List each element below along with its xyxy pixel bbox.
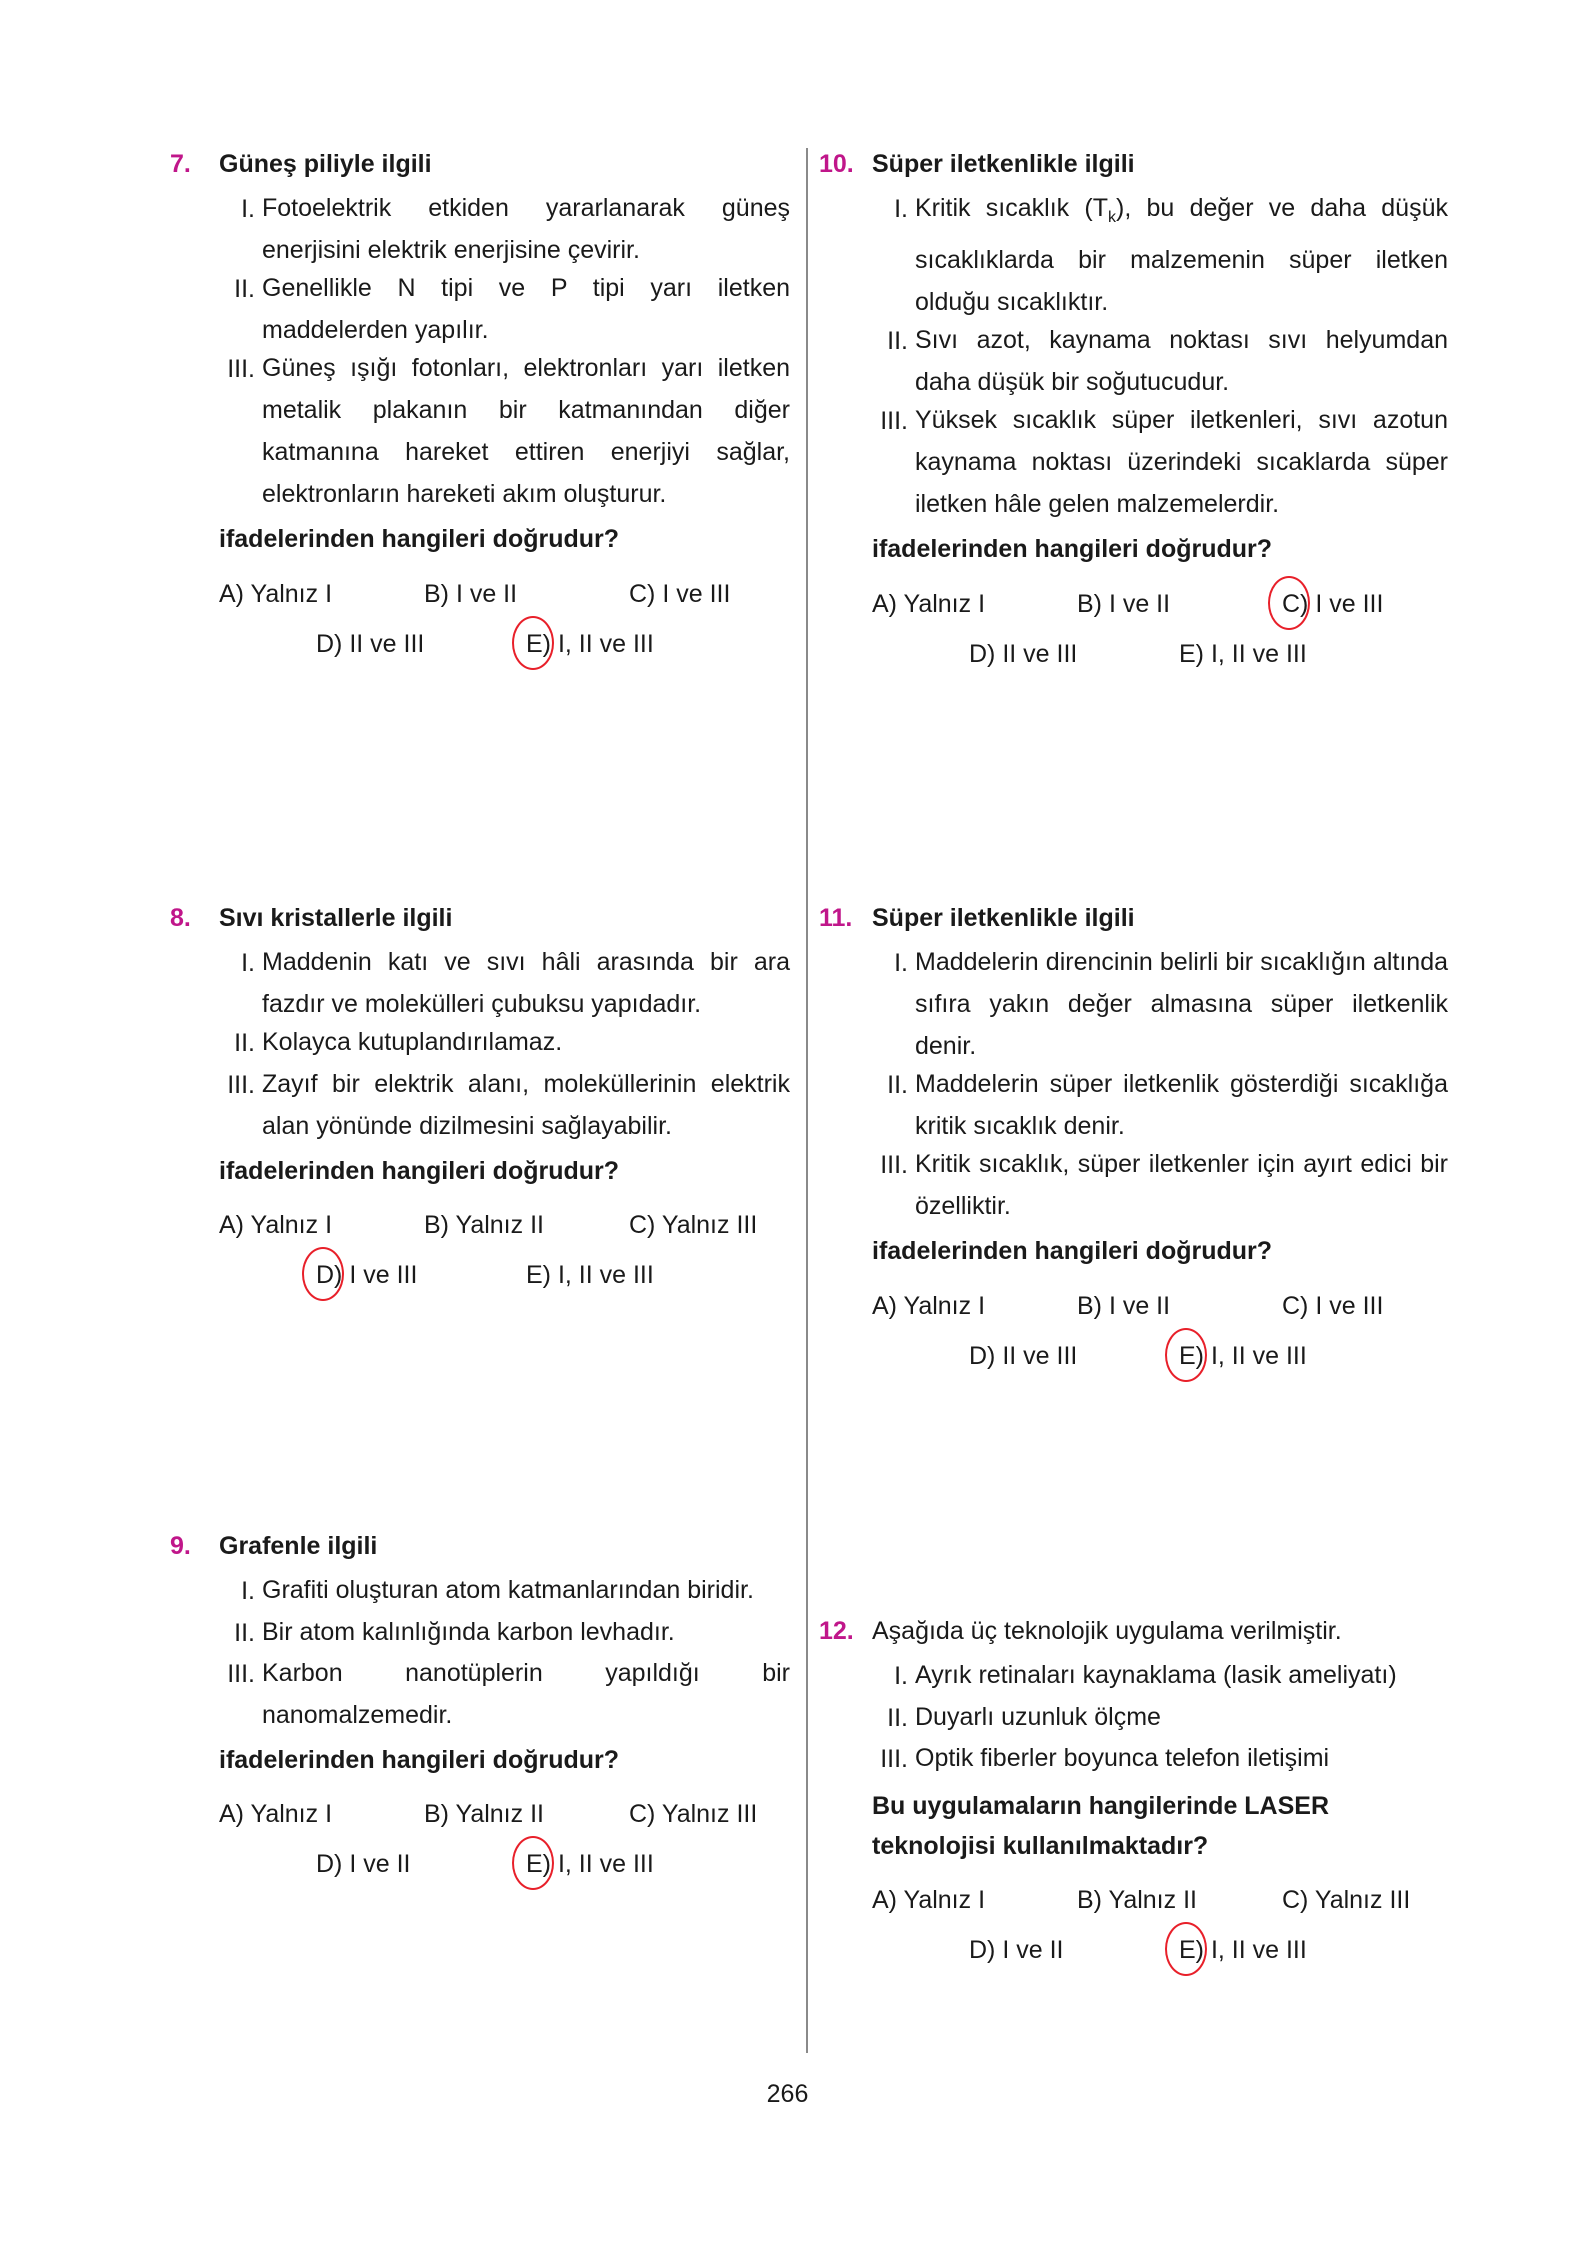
option-d[interactable]: D) II ve III	[969, 1341, 1078, 1370]
question-title: Aşağıda üç teknolojik uygulama verilmiştir.	[872, 1617, 1342, 1645]
question-title: Süper iletkenlikle ilgili	[872, 150, 1135, 178]
option-b[interactable]: B) Yalnız II	[1077, 1886, 1197, 1915]
option-d-marked[interactable]: D) I ve III	[316, 1261, 526, 1290]
statement-1: I. Maddelerin direncinin belirli bir sıcaklığın altında sıfıra yakın değer almasına süper iletkenlik denir.	[894, 948, 1448, 1061]
question-title: Süper iletkenlikle ilgili	[872, 904, 1135, 932]
question-prompt: ifadelerinden hangileri doğrudur?	[219, 1156, 620, 1185]
option-e-marked[interactable]: E) I, II ve III	[526, 630, 654, 659]
statement-1: I. Grafiti oluşturan atom katmanlarından biridir.	[241, 1576, 754, 1606]
option-e-marked[interactable]: E) I, II ve III	[1179, 1342, 1307, 1371]
question-12	[819, 1617, 1448, 1976]
statement-2: II. Kolayca kutuplandırılamaz.	[234, 1028, 563, 1058]
option-b[interactable]: B) Yalnız II	[424, 1210, 544, 1239]
question-number: 9.	[170, 1532, 191, 1560]
column-divider	[806, 148, 808, 2053]
question-11	[819, 904, 1448, 1381]
statement-1: I. Fotoelektrik etkiden yararlanarak güneş enerjisini elektrik enerjisine çevirir.	[241, 194, 790, 265]
option-d[interactable]: D) I ve II	[316, 1850, 411, 1879]
statement-2: II. Bir atom kalınlığında karbon levhadır.	[234, 1617, 675, 1647]
statement-3: III. Güneş ışığı fotonları, elektronları yarı iletken metalik plakanın bir katmanından diğer katmanına hareket ettiren enerjiyi sağlar, elektronların hareketi akım oluşturur.	[227, 354, 790, 509]
subscript-k: k	[1108, 209, 1116, 227]
question-8	[170, 904, 790, 1301]
question-prompt: ifadelerinden hangileri doğrudur?	[219, 1745, 620, 1774]
option-a[interactable]: A) Yalnız I	[872, 589, 986, 618]
statement-3: III. Yüksek sıcaklık süper iletkenleri, sıvı azotun kaynama noktası üzerindeki sıcaklarda süper iletken hâle gelen malzemelerdir.	[880, 406, 1448, 519]
option-a[interactable]: A) Yalnız I	[219, 1210, 333, 1239]
option-d[interactable]: D) II ve III	[316, 629, 425, 658]
answer-circle-mark	[512, 616, 554, 670]
statement-3: III. Kritik sıcaklık, süper iletkenler için ayırt edici bir özelliktir.	[880, 1150, 1448, 1221]
statement-3: III. Zayıf bir elektrik alanı, moleküllerinin elektrik alan yönünde dizilmesini sağlayabilir.	[227, 1069, 790, 1140]
question-number: 8.	[170, 904, 191, 932]
option-b[interactable]: B) I ve II	[1077, 589, 1171, 618]
statement-1: I. Ayrık retinaları kaynaklama (lasik ameliyatı)	[894, 1661, 1397, 1691]
option-a[interactable]: A) Yalnız I	[219, 579, 333, 608]
question-prompt: ifadelerinden hangileri doğrudur?	[872, 535, 1273, 564]
question-number: 11.	[819, 904, 853, 932]
question-prompt: ifadelerinden hangileri doğrudur?	[219, 525, 620, 554]
option-a[interactable]: A) Yalnız I	[872, 1886, 986, 1915]
statement-3: III. Optik fiberler boyunca telefon iletişimi	[880, 1743, 1330, 1773]
question-number: 7.	[170, 150, 191, 178]
page-number: 266	[766, 2080, 809, 2108]
question-10	[819, 150, 1448, 679]
answer-circle-mark	[302, 1247, 344, 1301]
question-title: Güneş piliyle ilgili	[219, 150, 432, 178]
option-c[interactable]: C) Yalnız III	[629, 1800, 758, 1829]
statement-2: II. Genellikle N tipi ve P tipi yarı iletken maddelerden yapılır.	[234, 274, 790, 345]
answer-circle-mark	[1165, 1328, 1207, 1382]
option-c[interactable]: C) Yalnız III	[629, 1210, 758, 1239]
question-prompt: Bu uygulamaların hangilerinde LASER teknolojisi kullanılmaktadır?	[872, 1792, 1330, 1860]
question-number: 10.	[819, 150, 854, 178]
option-a[interactable]: A) Yalnız I	[219, 1800, 333, 1829]
option-e[interactable]: E) I, II ve III	[1179, 639, 1307, 668]
option-c-marked[interactable]: C) I ve III	[1282, 590, 1383, 619]
answer-circle-mark	[1268, 576, 1310, 630]
option-e-marked[interactable]: E) I, II ve III	[526, 1850, 654, 1879]
statement-1: I. Maddenin katı ve sıvı hâli arasında bir ara fazdır ve molekülleri çubuksu yapıdadır.	[241, 948, 790, 1019]
option-e-marked[interactable]: E) I, II ve III	[1179, 1936, 1307, 1965]
option-b[interactable]: B) I ve II	[1077, 1291, 1171, 1320]
answer-circle-mark	[1165, 1922, 1207, 1976]
statement-2: II. Sıvı azot, kaynama noktası sıvı helyumdan daha düşük bir soğutucudur.	[887, 326, 1448, 397]
statement-3: III. Karbon nanotüplerin yapıldığı bir nanomalzemedir.	[227, 1658, 790, 1729]
option-a[interactable]: A) Yalnız I	[872, 1291, 986, 1320]
answer-circle-mark	[512, 1836, 554, 1890]
option-e[interactable]: E) I, II ve III	[526, 1260, 654, 1289]
option-c[interactable]: C) I ve III	[1282, 1291, 1384, 1320]
question-prompt: ifadelerinden hangileri doğrudur?	[872, 1237, 1273, 1266]
question-title: Grafenle ilgili	[219, 1532, 378, 1560]
option-c[interactable]: C) I ve III	[629, 579, 731, 608]
question-9	[170, 1532, 790, 1890]
question-number: 12.	[819, 1617, 854, 1645]
option-b[interactable]: B) I ve II	[424, 579, 518, 608]
statement-2: II. Maddelerin süper iletkenlik gösterdiği sıcaklığa kritik sıcaklık denir.	[887, 1070, 1448, 1141]
option-c[interactable]: C) Yalnız III	[1282, 1886, 1411, 1915]
statement-1: I. Kritik sıcaklık $(T_k)$, bu değer ve daha düşük sıcaklıklarda bir malzemenin süper iletken olduğu sıcaklıktır.	[894, 194, 1448, 317]
option-d[interactable]: D) I ve II	[969, 1936, 1064, 1965]
option-d[interactable]: D) II ve III	[969, 639, 1078, 668]
statement-2: II. Duyarlı uzunluk ölçme	[887, 1702, 1161, 1732]
question-title: Sıvı kristallerle ilgili	[219, 904, 453, 932]
question-7	[170, 150, 790, 669]
option-b[interactable]: B) Yalnız II	[424, 1800, 544, 1829]
